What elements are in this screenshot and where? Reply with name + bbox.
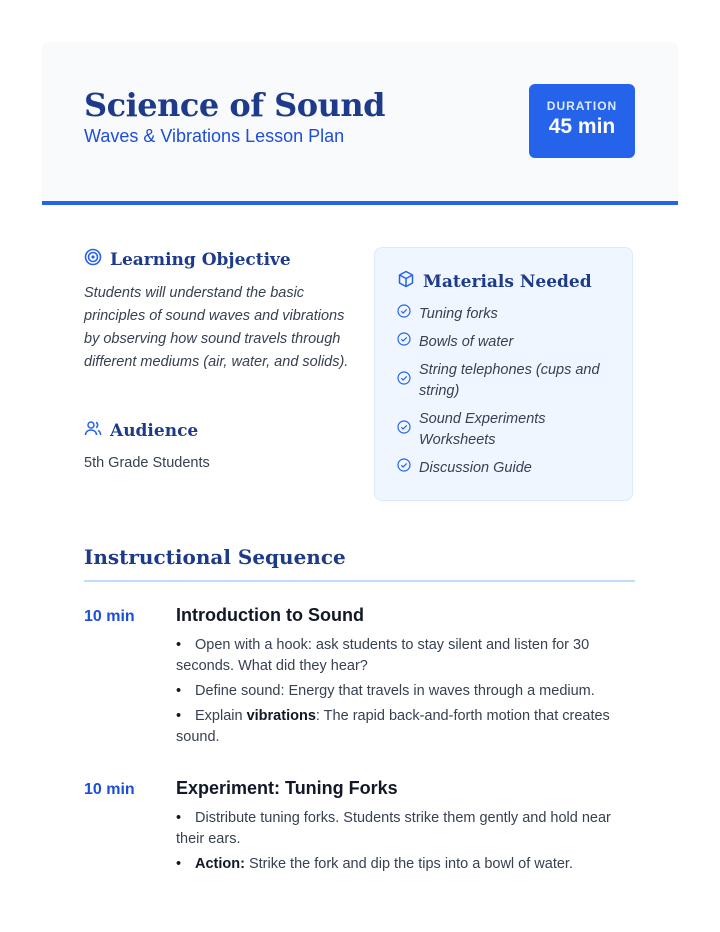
bullet-text: Strike the fork and dip the tips into a bowl of water.	[244, 856, 573, 872]
audience-text: 5th Grade Students	[84, 455, 210, 471]
material-label: Discussion Guide	[419, 460, 532, 476]
objective-heading	[84, 248, 291, 271]
step-bullets	[176, 635, 638, 752]
bullet-icon: •	[176, 683, 182, 699]
list-item	[397, 409, 619, 451]
bullet-icon: •	[176, 637, 182, 653]
bullet-icon: •	[176, 856, 182, 872]
material-label: Bowls of water	[419, 334, 514, 350]
duration-label: DURATION	[546, 99, 618, 113]
material-label: String telephones (cups and string)	[419, 362, 600, 399]
bullet-text: Distribute tuning forks. Students strike them gently and hold near their ears.	[176, 810, 611, 847]
list-item	[176, 808, 638, 850]
list-item	[397, 332, 619, 353]
audience-heading	[84, 419, 198, 442]
list-item	[176, 635, 638, 677]
check-circle-icon	[397, 332, 411, 353]
objective-heading-text: Learning Objective	[110, 249, 291, 270]
check-circle-icon	[397, 371, 411, 392]
page-title: Science of Sound	[84, 86, 385, 124]
objective-text: Students will understand the basic principles of sound waves and vibrations by observing how sound travels through different mediums (air, water, and solids).	[84, 285, 349, 370]
bullet-icon: •	[176, 810, 182, 826]
list-item	[397, 360, 619, 402]
check-circle-icon	[397, 420, 411, 441]
list-item	[397, 304, 619, 325]
step-time: 10 min	[84, 608, 135, 625]
step-bullets	[176, 808, 638, 879]
bullet-bold-text: Action:	[195, 856, 245, 872]
check-circle-icon	[397, 458, 411, 479]
bullet-text: : The rapid back-and-forth motion that creates sound.	[176, 708, 610, 745]
box-icon	[397, 270, 415, 293]
step-title: Experiment: Tuning Forks	[176, 778, 398, 798]
sequence-heading: Instructional Sequence	[84, 545, 346, 569]
materials-heading-text: Materials Needed	[423, 271, 592, 292]
list-item	[176, 706, 638, 748]
target-icon	[84, 248, 102, 271]
bullet-text: Define sound: Energy that travels in waves through a medium.	[195, 683, 595, 699]
materials-panel	[374, 247, 633, 501]
duration-badge	[529, 84, 635, 158]
material-label: Tuning forks	[419, 306, 498, 322]
audience-heading-text: Audience	[110, 420, 199, 441]
sequence-divider	[84, 580, 635, 582]
duration-value: 45 min	[548, 115, 616, 138]
check-circle-icon	[397, 304, 411, 325]
bullet-text: Open with a hook: ask students to stay silent and listen for 30 seconds. What did they hear?	[176, 637, 590, 674]
bullet-text: Explain	[195, 708, 247, 724]
materials-list	[397, 304, 619, 486]
step-title: Introduction to Sound	[176, 605, 364, 625]
users-icon	[84, 419, 102, 442]
list-item	[397, 458, 619, 479]
material-label: Sound Experiments Worksheets	[419, 411, 546, 448]
step-time: 10 min	[84, 781, 135, 798]
list-item	[176, 854, 638, 875]
page-subtitle: Waves & Vibrations Lesson Plan	[84, 126, 345, 146]
header-divider	[42, 201, 678, 205]
materials-heading	[397, 270, 592, 293]
bullet-bold-text: vibrations	[246, 708, 316, 724]
bullet-icon: •	[176, 708, 182, 724]
list-item	[176, 681, 638, 702]
